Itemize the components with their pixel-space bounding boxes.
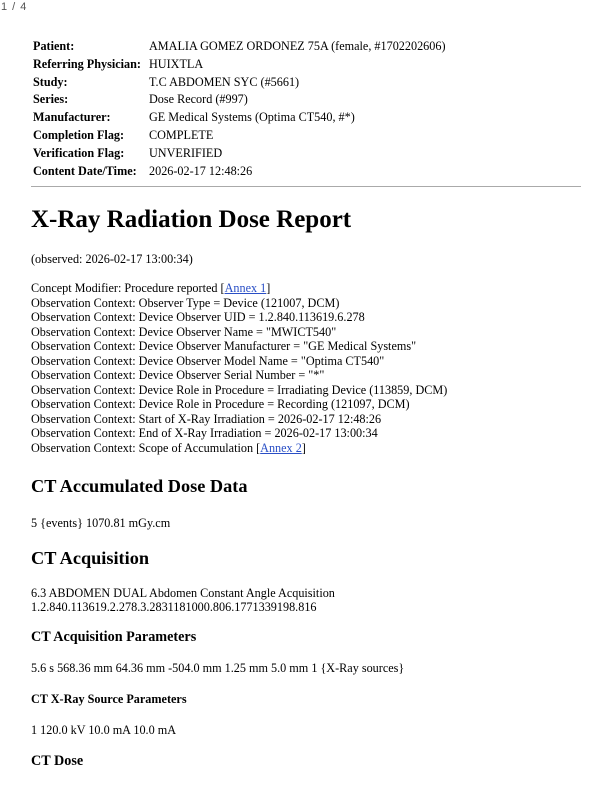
header-row <box>33 127 446 145</box>
page-counter: 1 / 4 <box>1 1 28 13</box>
header-label: Completion Flag: <box>33 127 125 142</box>
accumulated-dose-text: 5 {events} 1070.81 mGy.cm <box>31 516 171 531</box>
observation-context-line: Observation Context: Observer Type = Device (121007, DCM) <box>31 295 340 310</box>
scope-prefix: Observation Context: Scope of Accumulation [ <box>31 440 261 455</box>
header-row <box>33 145 446 163</box>
observation-context-line: Observation Context: Device Role in Procedure = Irradiating Device (113859, DCM) <box>31 382 448 397</box>
header-separator <box>31 186 581 187</box>
concept-modifier-line <box>31 281 583 296</box>
header-label: Patient: <box>33 39 75 53</box>
concept-modifier-suffix: ] <box>266 281 271 296</box>
header-value: 2026-02-17 12:48:26 <box>149 163 253 178</box>
header-row <box>33 91 446 109</box>
report-title: X-Ray Radiation Dose Report <box>31 206 352 234</box>
observation-context-line: Observation Context: Device Observer Serial Number = "*" <box>31 368 325 383</box>
header-value: COMPLETE <box>149 127 214 142</box>
header-label: Verification Flag: <box>33 145 125 160</box>
header-value: HUIXTLA <box>149 56 204 71</box>
observation-context-line: Observation Context: Device Observer Name = "MWICT540" <box>31 324 337 339</box>
header-row <box>33 163 446 181</box>
source-parameters-text: 1 120.0 kV 10.0 mA 10.0 mA <box>31 723 177 738</box>
header-value: GE Medical Systems (Optima CT540, #*) <box>149 110 355 125</box>
observation-context-line: Observation Context: Device Observer Model Name = "Optima CT540" <box>31 353 385 368</box>
annex-2-link[interactable]: Annex 2 <box>260 440 302 455</box>
header-value: UNVERIFIED <box>149 145 223 160</box>
concept-modifier-prefix: Concept Modifier: Procedure reported [ <box>31 281 225 296</box>
section-title-ct-dose: CT Dose <box>31 753 84 770</box>
header-label: Manufacturer: <box>33 110 111 125</box>
report-content <box>31 38 583 770</box>
section-title-acquisition-parameters: CT Acquisition Parameters <box>31 629 197 646</box>
observation-context-line: Observation Context: Device Observer Manufacturer = "GE Medical Systems" <box>31 339 417 354</box>
header-row <box>33 74 446 92</box>
observation-context-line: Observation Context: Start of X-Ray Irradiation = 2026-02-17 12:48:26 <box>31 411 382 426</box>
scope-of-accumulation-line <box>31 441 583 456</box>
observed-datetime: (observed: 2026-02-17 13:00:34) <box>31 252 193 267</box>
header-label: Study: <box>33 74 68 89</box>
header-row <box>33 38 446 56</box>
header-label: Series: <box>33 92 69 107</box>
observation-context-line: Observation Context: End of X-Ray Irradiation = 2026-02-17 13:00:34 <box>31 426 378 441</box>
header-value: T.C ABDOMEN SYC (#5661) <box>149 74 300 89</box>
header-value: Dose Record (#997) <box>149 92 248 107</box>
acquisition-parameters-text: 5.6 s 568.36 mm 64.36 mm -504.0 mm 1.25 mm 5.0 mm 1 {X-Ray sources} <box>31 661 405 676</box>
annex-1-link[interactable]: Annex 1 <box>224 281 267 296</box>
header-value: AMALIA GOMEZ ORDONEZ 75A (female, #1702202606) <box>149 39 446 53</box>
acquisition-protocol-text: 6.3 ABDOMEN DUAL Abdomen Constant Angle Acquisition <box>31 586 335 601</box>
header-row <box>33 56 446 74</box>
scope-suffix: ] <box>301 440 306 455</box>
header-label: Referring Physician: <box>33 56 141 71</box>
observation-context-line: Observation Context: Device Role in Procedure = Recording (121097, DCM) <box>31 397 410 412</box>
header-row <box>33 109 446 127</box>
section-title-accumulated-dose: CT Accumulated Dose Data <box>31 476 248 497</box>
section-title-ct-acquisition: CT Acquisition <box>31 548 150 569</box>
observation-context-line: Observation Context: Device Observer UID = 1.2.840.113619.6.278 <box>31 310 365 325</box>
section-title-source-parameters: CT X-Ray Source Parameters <box>31 692 187 707</box>
header-table <box>33 38 446 180</box>
header-label: Content Date/Time: <box>33 163 137 178</box>
acquisition-uid-text: 1.2.840.113619.2.278.3.2831181000.806.1771339198.816 <box>31 600 317 615</box>
observation-context-block <box>31 281 583 455</box>
